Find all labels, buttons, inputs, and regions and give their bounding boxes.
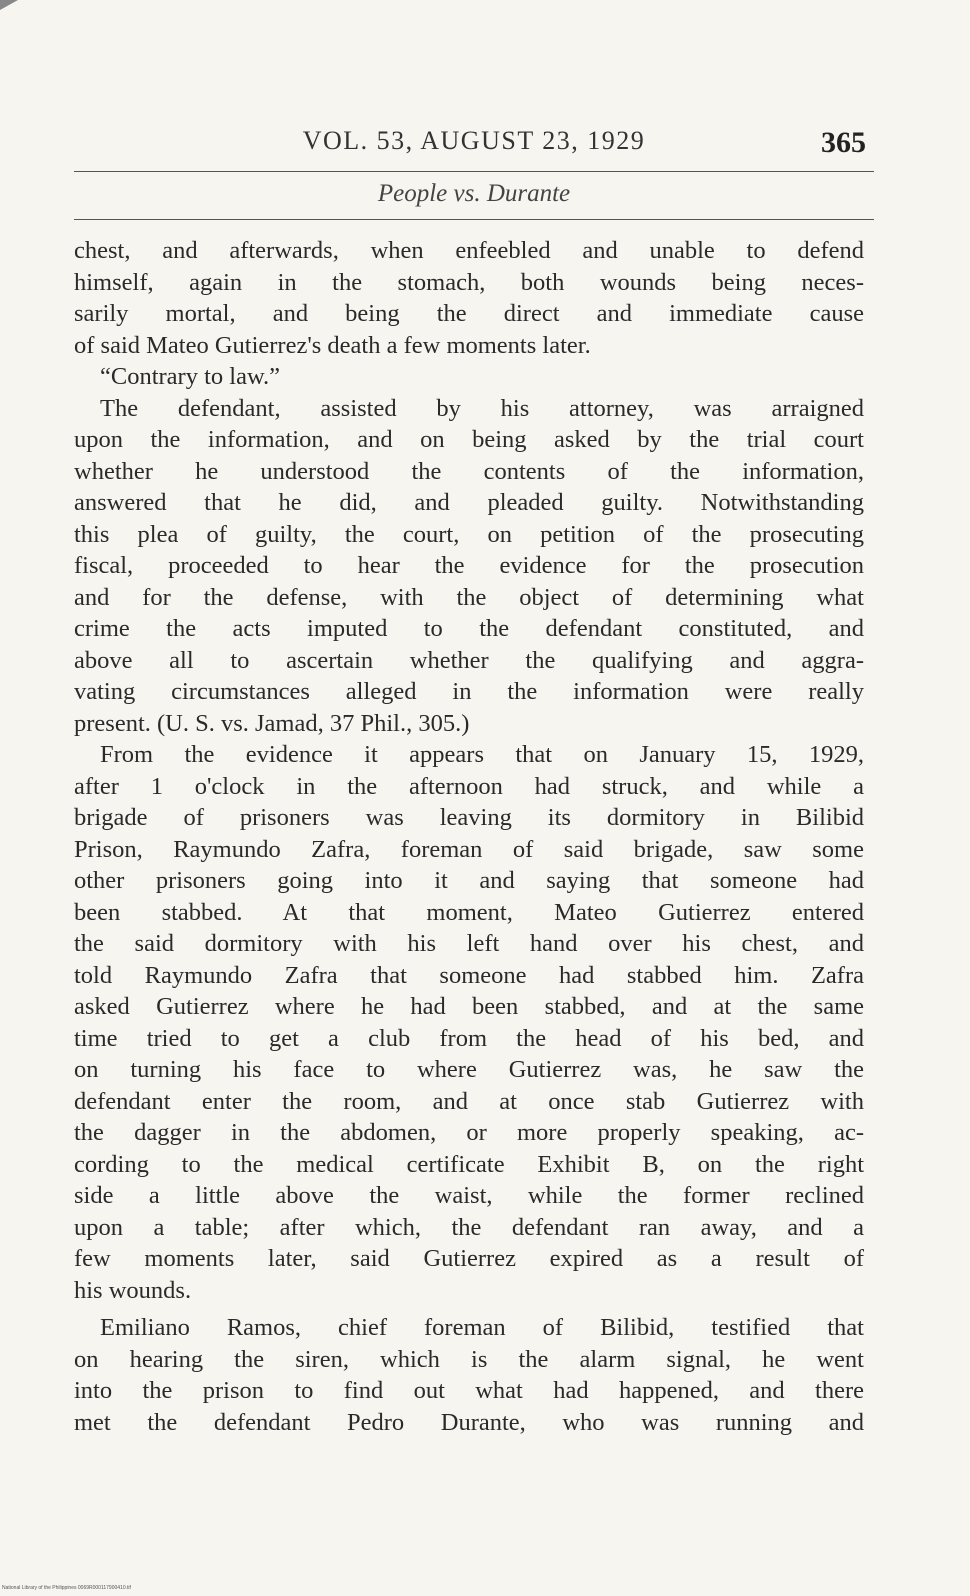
text-line: whether he understood the contents of the information, [74, 457, 864, 485]
text-line: other prisoners going into it and saying that someone had [74, 867, 864, 894]
text-line: the dagger in the abdomen, or more properly speaking, ac- [74, 1119, 864, 1146]
text-line: fiscal, proceeded to hear the evidence for the prosecution [74, 552, 864, 579]
text-line: of said Mateo Gutierrez's death a few moments later. [74, 331, 591, 359]
text-line: answered that he did, and pleaded guilty. Notwithstanding [74, 489, 864, 516]
header-rule-top [74, 171, 874, 172]
volume-date: VOL. 53, AUGUST 23, 1929 [302, 126, 646, 155]
text-line: From the evidence it appears that on January 15, 1929, [100, 741, 864, 768]
text-line: himself, again in the stomach, both wounds being neces- [74, 268, 864, 296]
text-line: “Contrary to law.” [100, 363, 281, 390]
text-line: been stabbed. At that moment, Mateo Gutierrez entered [74, 898, 864, 926]
text-line: The defendant, assisted by his attorney, was arraigned [100, 394, 864, 422]
text-line: on hearing the siren, which is the alarm signal, he went [74, 1345, 864, 1373]
text-line: above all to ascertain whether the qualifying and aggra- [74, 646, 864, 674]
text-line: few moments later, said Gutierrez expired as a result of [74, 1245, 864, 1272]
text-line: upon a table; after which, the defendant ran away, and a [74, 1213, 864, 1241]
text-line: on turning his face to where Gutierrez was, he saw the [74, 1056, 864, 1083]
text-line: his wounds. [74, 1276, 192, 1304]
header-rule-bottom [74, 219, 874, 220]
text-line: time tried to get a club from the head of his bed, and [74, 1024, 864, 1052]
text-line: Prison, Raymundo Zafra, foreman of said brigade, saw some [74, 835, 864, 863]
text-line: present. (U. S. vs. Jamad, 37 Phil., 305.) [74, 709, 470, 737]
text-line: into the prison to find out what had happened, and there [74, 1377, 864, 1404]
running-title: People vs. Durante [377, 180, 571, 207]
text-line: crime the acts imputed to the defendant constituted, and [74, 615, 864, 642]
text-line: upon the information, and on being asked by the trial court [74, 426, 864, 453]
text-line: asked Gutierrez where he had been stabbed, and at the same [74, 993, 864, 1020]
page-number: 365 [821, 126, 866, 159]
text-line: chest, and afterwards, when enfeebled and unable to defend [74, 237, 864, 264]
text-line: after 1 o'clock in the afternoon had struck, and while a [74, 772, 864, 800]
text-line: side a little above the waist, while the former reclined [74, 1182, 864, 1209]
text-line: sarily mortal, and being the direct and immediate cause [74, 300, 864, 327]
text-line: the said dormitory with his left hand over his chest, and [74, 930, 864, 957]
text-line: told Raymundo Zafra that someone had stabbed him. Zafra [74, 961, 864, 989]
text-line: defendant enter the room, and at once stab Gutierrez with [74, 1087, 864, 1115]
page-header [74, 120, 874, 160]
scan-footer: National Library of the Philippines 0069R000117900410.tif [2, 1585, 131, 1591]
text-line: this plea of guilty, the court, on petition of the prosecuting [74, 520, 864, 548]
text-line: and for the defense, with the object of determining what [74, 583, 864, 611]
text-line: vating circumstances alleged in the information were really [74, 678, 864, 705]
text-line: cording to the medical certificate Exhibit B, on the right [74, 1150, 864, 1178]
text-line: Emiliano Ramos, chief foreman of Bilibid, testified that [100, 1314, 864, 1341]
scan-corner-mark [0, 0, 18, 10]
body-text [74, 235, 864, 1438]
text-line: met the defendant Pedro Durante, who was running and [74, 1408, 864, 1436]
text-line: brigade of prisoners was leaving its dormitory in Bilibid [74, 804, 864, 831]
